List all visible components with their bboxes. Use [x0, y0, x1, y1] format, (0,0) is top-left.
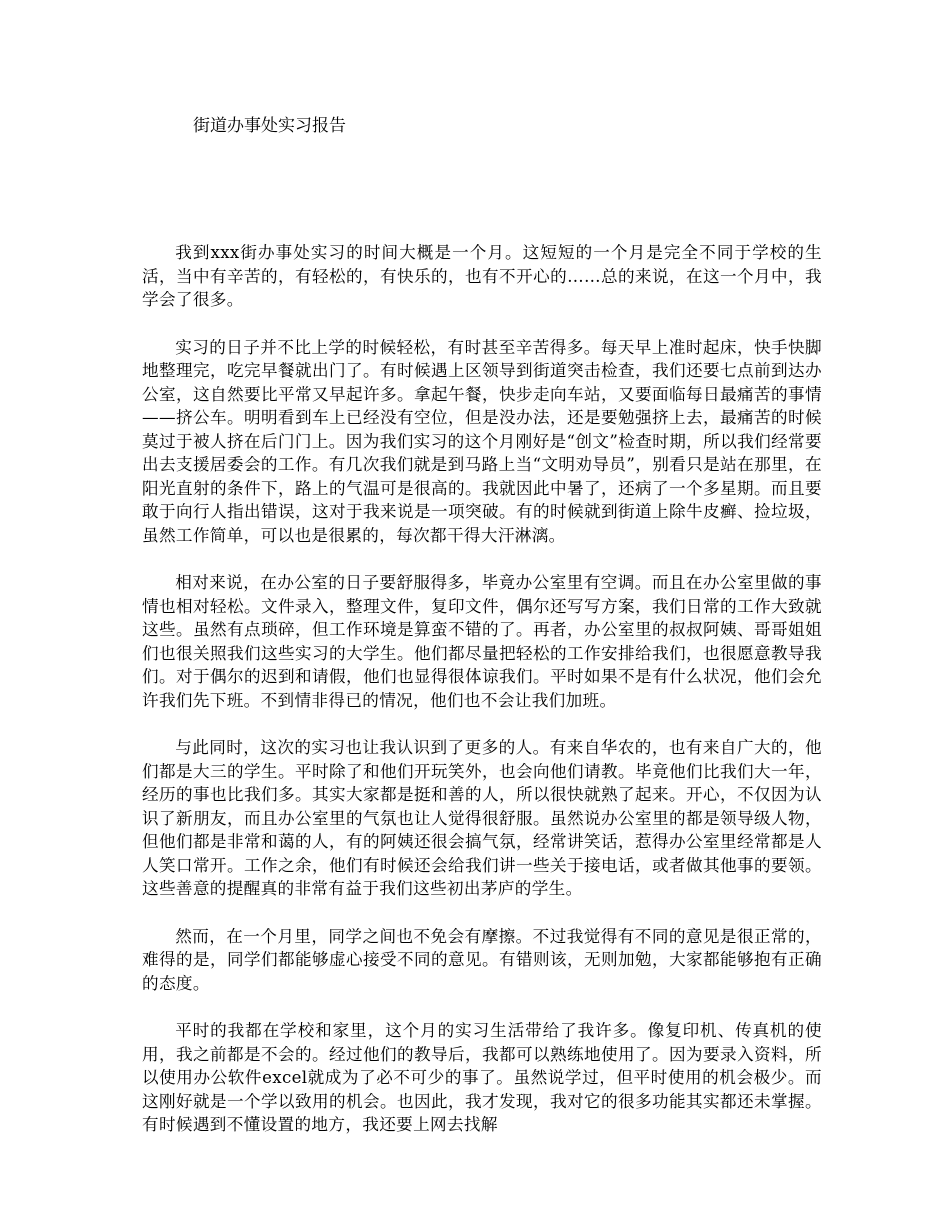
paragraph-6: 平时的我都在学校和家里，这个月的实习生活带给了我许多。像复印机、传真机的使用，我之前都是不会的。经过他们的教导后，我都可以熟练地使用了。因为要录入资料，所以使用办公软件excel就成为了必不可少的事了。虽然说学过，但平时使用的机会极少。而这刚好就是一个学以致用的机会。也因此，我才发现，我对它的很多功能其实都还未掌握。有时候遇到不懂设置的地方，我还要上网去找解 [142, 1021, 822, 1134]
paragraph-3: 相对来说，在办公室的日子要舒服得多，毕竟办公室里有空调。而且在办公室里做的事情也相对轻松。文件录入，整理文件，复印文件，偶尔还写写方案，我们日常的工作大致就这些。虽然有点琐碎，但工作环境是算蛮不错的了。再者，办公室里的叔叔阿姨、哥哥姐姐们也很关照我们这些实习的大学生。他们都尽量把轻松的工作安排给我们，也很愿意教导我们。对于偶尔的迟到和请假，他们也显得很体谅我们。平时如果不是有什么状况，他们会允许我们先下班。不到情非得已的情况，他们也不会让我们加班。 [142, 573, 822, 710]
paragraph-2: 实习的日子并不比上学的时候轻松，有时甚至辛苦得多。每天早上准时起床，快手快脚地整理完，吃完早餐就出门了。有时候遇上区领导到街道突击检查，我们还要七点前到达办公室，这自然要比平常又早起许多。拿起午餐，快步走向车站，又要面临每日最痛苦的事情——挤公车。明明看到车上已经没有空位，但是没办法，还是要勉强挤上去，最痛苦的时候莫过于被人挤在后门门上。因为我们实习的这个月刚好是“创文”检查时期，所以我们经常要出去支援居委会的工作。有几次我们就是到马路上当“文明劝导员”，别看只是站在那里，在阳光直射的条件下，路上的气温可是很高的。我就因此中暑了，还病了一个多星期。而且要敢于向行人指出错误，这对于我来说是一项突破。有的时候就到街道上除牛皮癣、捡垃圾，虽然工作简单，可以也是很累的，每次都干得大汗淋漓。 [142, 337, 822, 545]
document-body [142, 241, 822, 1161]
paragraph-4: 与此同时，这次的实习也让我认识到了更多的人。有来自华农的，也有来自广大的，他们都是大三的学生。平时除了和他们开玩笑外，也会向他们请教。毕竟他们比我们大一年，经历的事也比我们多。其实大家都是挺和善的人，所以很快就熟了起来。开心，不仅因为认识了新朋友，而且办公室里的气氛也让人觉得很舒服。虽然说办公室里的都是领导级人物，但他们都是非常和蔼的人，有的阿姨还很会搞气氛，经常讲笑话，惹得办公室里经常都是人人笑口常开。工作之余，他们有时候还会给我们讲一些关于接电话，或者做其他事的要领。这些善意的提醒真的非常有益于我们这些初出茅庐的学生。 [142, 738, 822, 898]
paragraph-1: 我到xxx街办事处实习的时间大概是一个月。这短短的一个月是完全不同于学校的生活，当中有辛苦的，有轻松的，有快乐的，也有不开心的……总的来说，在这一个月中，我学会了很多。 [142, 243, 822, 309]
paragraph-5: 然而，在一个月里，同学之间也不免会有摩擦。不过我觉得有不同的意见是很正常的，难得的是，同学们都能够虚心接受不同的意见。有错则该，无则加勉，大家都能够抱有正确的态度。 [142, 926, 822, 993]
document-title: 街道办事处实习报告 [193, 116, 346, 136]
